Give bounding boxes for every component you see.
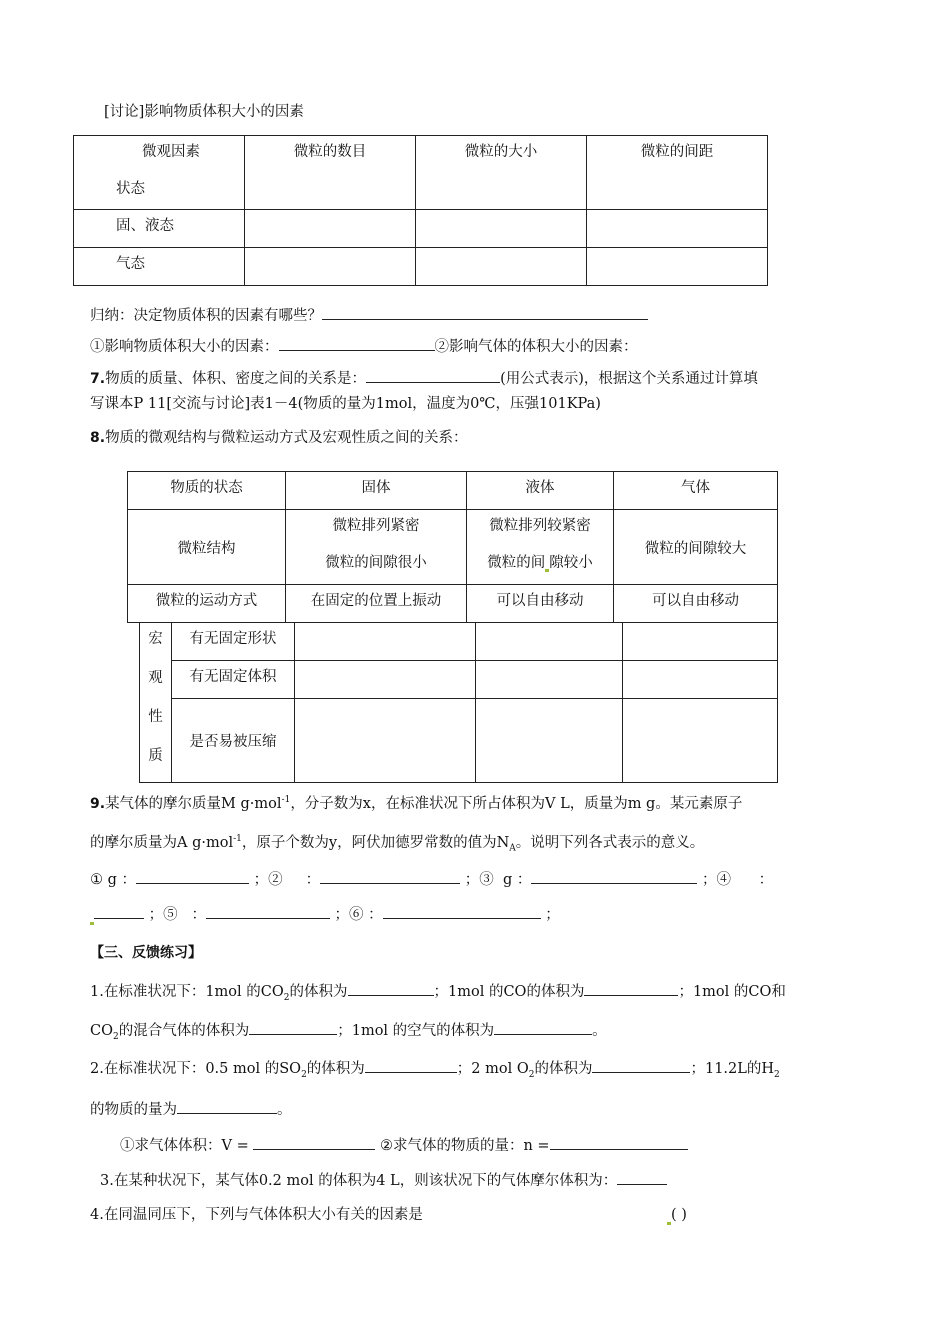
motion-cell: 可以自由移动 <box>652 593 739 609</box>
answer-cell[interactable] <box>416 210 587 248</box>
answer-cell[interactable] <box>587 210 768 248</box>
col-header: 微粒的数目 <box>293 144 367 160</box>
summary-question: 归纳：决定物质体积的因素有哪些？ <box>90 304 648 326</box>
q9-line3: ① g ： ；② ： ；③ g ： ；④ ： <box>90 868 773 890</box>
state-header: 物质的状态 <box>170 480 243 496</box>
blank[interactable] <box>592 1057 690 1073</box>
blank[interactable] <box>365 1057 457 1073</box>
blank[interactable] <box>383 903 541 919</box>
state-header: 气体 <box>681 480 710 496</box>
blank[interactable] <box>617 1169 667 1185</box>
q1-line2: $CO_2$的混合气体的体积为 ；1mol 的空气的体积为 。 <box>90 1019 607 1047</box>
gas-structure: 微粒的间隙较大 <box>644 540 747 557</box>
macro-row-label: 有无固定形状 <box>189 631 277 647</box>
blank[interactable] <box>94 903 144 919</box>
q2-line2: 的物质的量为 。 <box>90 1098 292 1120</box>
q9-line1: 9.某气体的摩尔质量M g·mol$^{-1}$，分子数为x，在标准状况下所占体积为V L，质量为m g。某元素原子 <box>90 795 743 812</box>
answer-cell[interactable] <box>623 699 778 783</box>
answer-cell[interactable] <box>476 699 623 783</box>
macro-label: 宏 观 性 质 <box>140 623 172 783</box>
answer-cell[interactable] <box>245 248 416 286</box>
answer-cell[interactable] <box>245 210 416 248</box>
blank[interactable] <box>322 304 648 320</box>
section3-title: 【三、反馈练习】 <box>90 945 202 961</box>
blank[interactable] <box>348 980 434 996</box>
answer-cell[interactable] <box>295 699 476 783</box>
col-header: 微粒的间距 <box>640 144 714 160</box>
blank[interactable] <box>249 1019 337 1035</box>
macro-table <box>139 622 778 783</box>
motion-cell: 可以自由移动 <box>496 593 584 609</box>
q1-line1: 1.在标准状况下：1mol 的$CO_2$的体积为 ；1mol 的CO的体积为 ；1mol 的CO和 <box>90 980 786 1008</box>
solid-structure: 微粒的间隙很小 <box>325 555 427 571</box>
q4-answer[interactable]: ( ) <box>667 1205 687 1225</box>
discussion-title: [讨论]影响物质体积大小的因素 <box>104 104 304 120</box>
blank[interactable] <box>550 1134 688 1150</box>
motion-label: 微粒的运动方式 <box>155 593 258 609</box>
blank[interactable] <box>177 1098 277 1114</box>
blank[interactable] <box>320 868 460 884</box>
solid-structure: 微粒排列紧密 <box>332 518 420 534</box>
q2-formulas: ①求气体体积：V = ②求气体的物质的量：n = <box>120 1134 688 1156</box>
answer-cell[interactable] <box>416 248 587 286</box>
macro-row-label: 有无固定体积 <box>189 669 277 685</box>
corner-bottom: 状态 <box>116 181 145 197</box>
q8-line: 8.物质的微观结构与微粒运动方式及宏观性质之间的关系： <box>90 430 468 446</box>
q4-line: 4.在同温同压下，下列与气体体积大小有关的因素是 <box>90 1207 423 1223</box>
corner-header <box>74 136 245 210</box>
q2-line1: 2.在标准状况下：0.5 mol 的$SO_2$的体积为 ；2 mol $O_2$的体积为 ；11.2L的$H_2$ <box>90 1057 780 1085</box>
blank[interactable] <box>253 1134 375 1150</box>
row-header: 气态 <box>116 256 145 272</box>
row-header: 固、液态 <box>116 218 174 234</box>
blank[interactable] <box>206 903 330 919</box>
summary-items: ①影响物质体积大小的因素： ②影响气体的体积大小的因素： <box>90 335 638 357</box>
q3-line: 3.在某种状况下，某气体0.2 mol 的体积为4 L，则该状况下的气体摩尔体积为： <box>100 1169 667 1191</box>
blank[interactable] <box>531 868 697 884</box>
liquid-structure: 微粒的间 隙较小 <box>487 555 593 571</box>
answer-cell[interactable] <box>295 661 476 699</box>
motion-cell: 在固定的位置上振动 <box>310 593 442 609</box>
blank[interactable] <box>584 980 678 996</box>
blank[interactable] <box>279 335 435 351</box>
liquid-structure: 微粒排列较紧密 <box>489 518 591 534</box>
q9-line4: ；⑤ ： ；⑥ ： ； <box>90 903 560 925</box>
q9-line2: 的摩尔质量为A g·mol$^{-1}$，原子个数为y，阿伏加德罗常数的值为$N_A$。说明下列各式表示的意义。 <box>90 834 705 854</box>
blank[interactable] <box>494 1019 592 1035</box>
answer-cell[interactable] <box>623 661 778 699</box>
blank[interactable] <box>136 868 249 884</box>
macro-row-label: 是否易被压缩 <box>189 734 277 750</box>
q7-line2: 写课本P 11[交流与讨论]表1－4(物质的量为1mol，温度为0℃，压强101KPa) <box>90 396 601 412</box>
answer-cell[interactable] <box>623 623 778 661</box>
answer-cell[interactable] <box>476 623 623 661</box>
discussion-table <box>73 135 768 286</box>
structure-label: 微粒结构 <box>177 540 236 557</box>
blank[interactable] <box>366 367 500 383</box>
q7-line1: 7.物质的质量、体积、密度之间的关系是： (用公式表示)，根据这个关系通过计算填 <box>90 367 758 389</box>
state-header: 固体 <box>361 480 391 496</box>
col-header: 微粒的大小 <box>464 144 538 160</box>
state-header: 液体 <box>525 480 555 496</box>
state-table <box>127 471 778 623</box>
corner-top: 微观因素 <box>142 144 200 160</box>
answer-cell[interactable] <box>295 623 476 661</box>
answer-cell[interactable] <box>476 661 623 699</box>
answer-cell[interactable] <box>587 248 768 286</box>
